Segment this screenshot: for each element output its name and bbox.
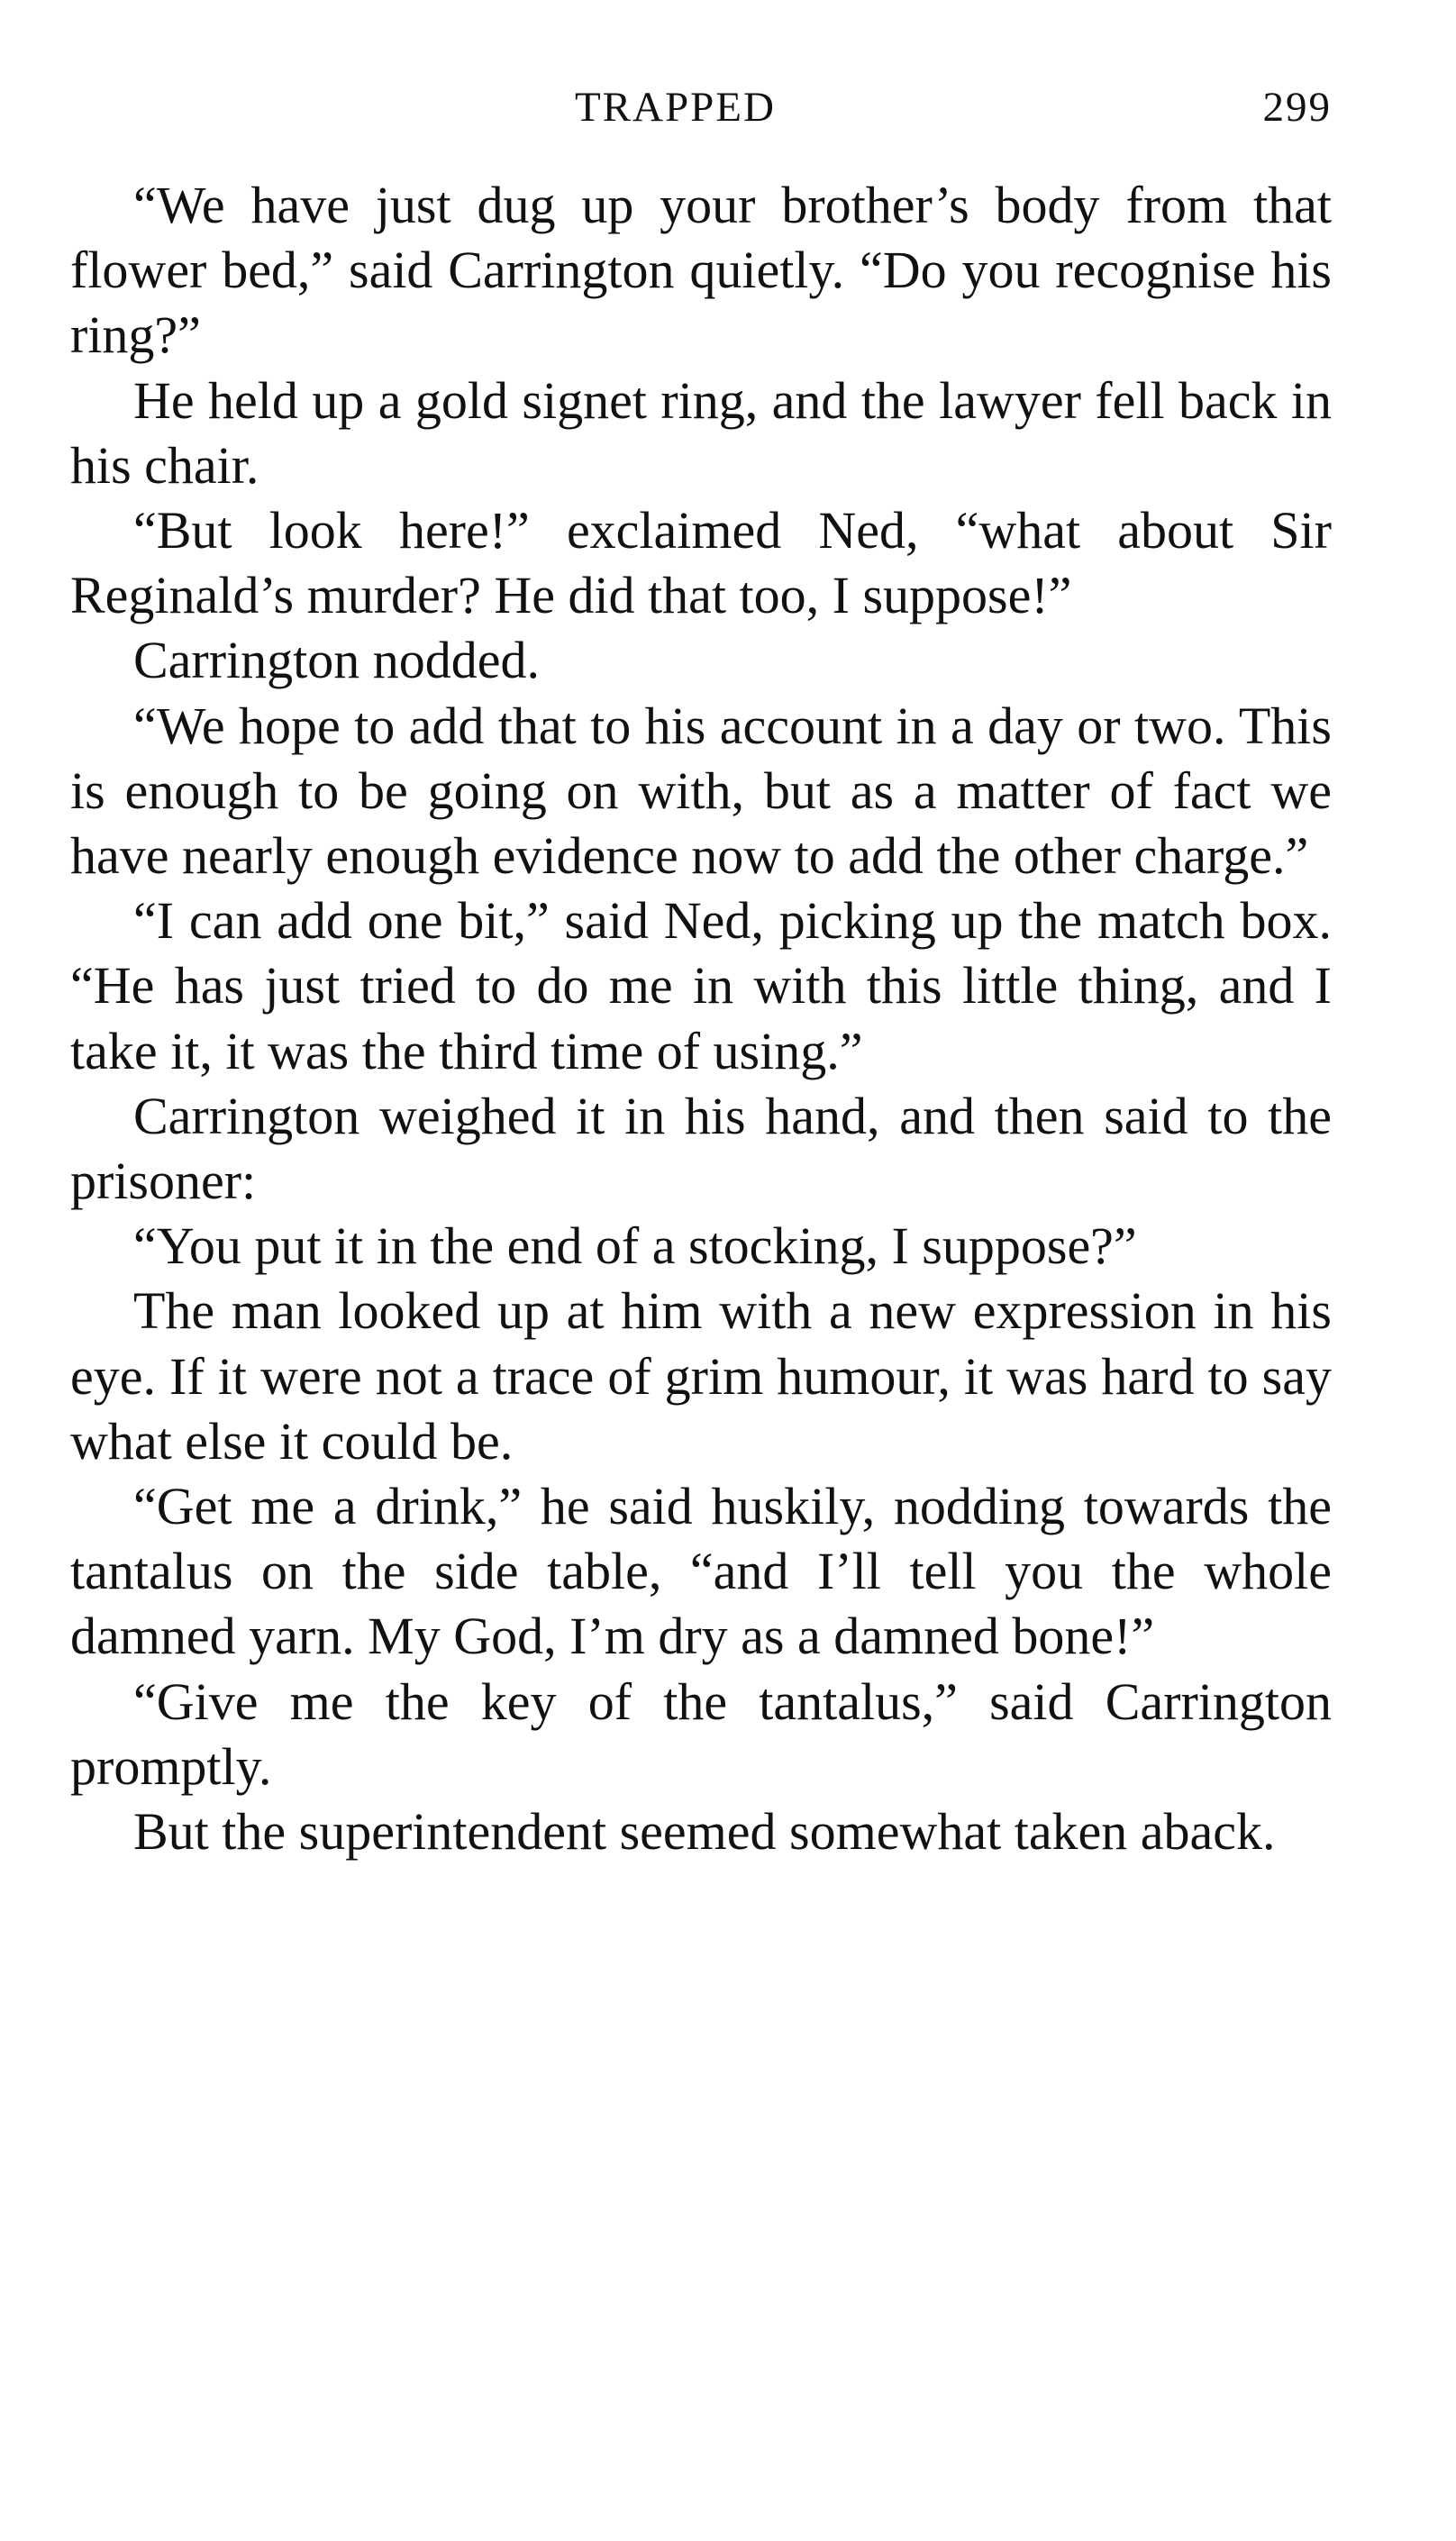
paragraph: Carrington nodded. [133, 631, 541, 690]
paragraph: “But look here!” exclaimed Ned, “what about Sir Reginald’s murder? He did that too, I suppose!” [70, 501, 1332, 625]
body-text [70, 173, 1332, 1864]
paragraph: “Get me a drink,” he said huskily, nodding towards the tantalus on the side table, “and I’ll tell you the whole damned yarn. My God, I’m dry as a damned bone!” [70, 1477, 1332, 1666]
paragraph: He held up a gold signet ring, and the lawyer fell back in his chair. [70, 370, 1332, 495]
paragraph: “You put it in the end of a stocking, I suppose?” [133, 1216, 1137, 1276]
running-title: TRAPPED [575, 84, 776, 131]
page-header [70, 83, 1332, 137]
paragraph: The man looked up at him with a new expression in his eye. If it were not a trace of grim humour, it was hard to say what else it could be. [70, 1281, 1332, 1471]
paragraph: “We hope to add that to his account in a day or two. This is enough to be going on with, but as a matter of fact we have nearly enough evidence now to add the other charge.” [70, 696, 1332, 886]
paragraph: “Give me the key of the tantalus,” said Carrington promptly. [70, 1671, 1332, 1796]
paragraph: “I can add one bit,” said Ned, picking up the match box. “He has just tried to do me in with this little thing, and I take it, it was the third time of using.” [70, 891, 1332, 1080]
page-number: 299 [1262, 84, 1332, 131]
paragraph: But the superintendent seemed somewhat taken aback. [133, 1802, 1276, 1862]
paragraph: Carrington weighed it in his hand, and then said to the prisoner: [70, 1086, 1332, 1211]
paragraph: “We have just dug up your brother’s body from that flower bed,” said Carrington quietly. “Do you recognise his ring?” [70, 176, 1332, 365]
